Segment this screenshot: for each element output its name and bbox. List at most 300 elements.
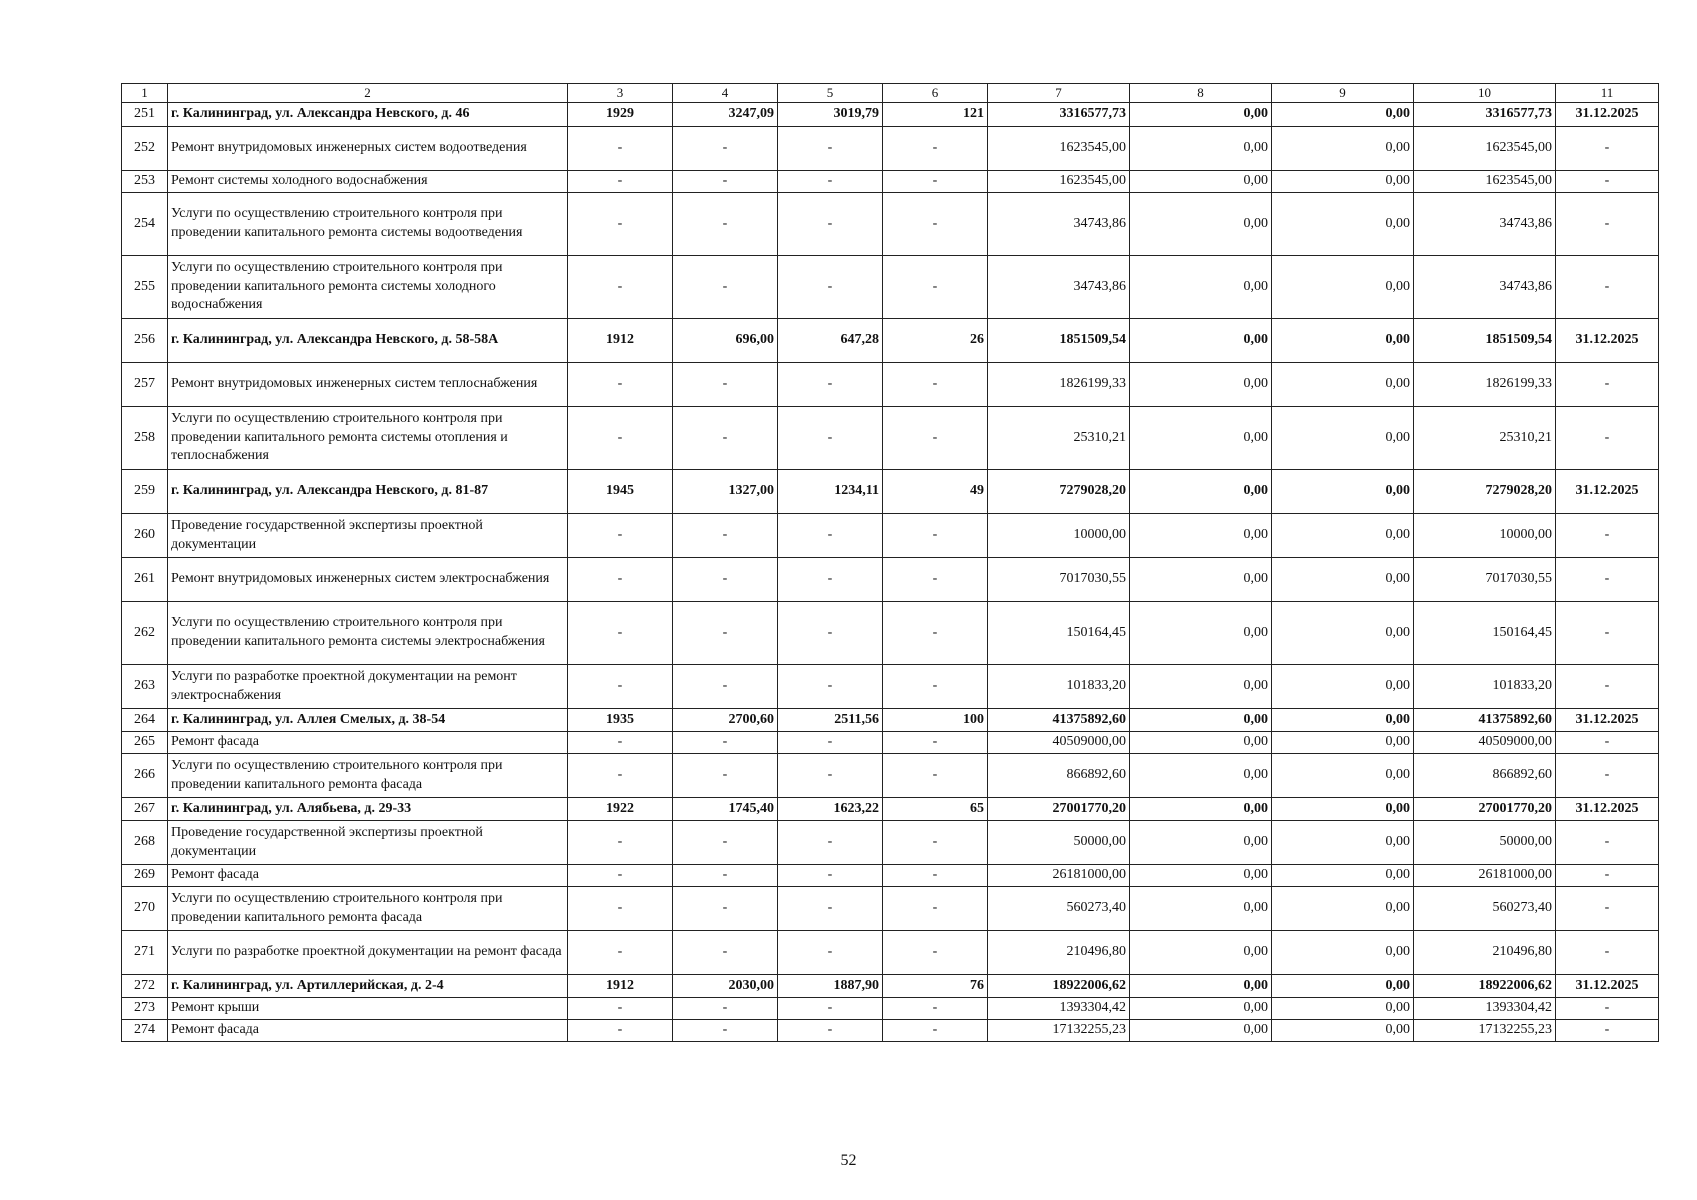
col-5-cell: 3019,79 (778, 103, 883, 127)
col-5-cell: - (778, 363, 883, 407)
row-number-cell: 254 (122, 193, 168, 256)
col-9-cell: 0,00 (1272, 127, 1414, 171)
col-9-cell: 0,00 (1272, 665, 1414, 709)
col-4-cell: - (673, 407, 778, 470)
col-11-cell: - (1556, 256, 1659, 319)
col-8-cell: 0,00 (1130, 709, 1272, 732)
col-8-cell: 0,00 (1130, 319, 1272, 363)
col-6-cell: - (883, 887, 988, 931)
col-3-cell: - (568, 754, 673, 798)
row-number-cell: 264 (122, 709, 168, 732)
work-name-cell: Услуги по осуществлению строительного контроля при проведении капитального ремонта системы электроснабжения (168, 602, 568, 665)
col-7-cell: 1393304,42 (988, 998, 1130, 1020)
col-9-cell: 0,00 (1272, 319, 1414, 363)
col-9-cell: 0,00 (1272, 865, 1414, 887)
house-row (122, 103, 1659, 127)
col-11-cell: - (1556, 602, 1659, 665)
row-number-cell: 258 (122, 407, 168, 470)
col-10-cell: 150164,45 (1414, 602, 1556, 665)
col-6-cell: - (883, 514, 988, 558)
col-7-cell: 41375892,60 (988, 709, 1130, 732)
col-4-cell: - (673, 127, 778, 171)
col-6-cell: 65 (883, 798, 988, 821)
row-number-cell: 273 (122, 998, 168, 1020)
work-row (122, 193, 1659, 256)
col-5-cell: 2511,56 (778, 709, 883, 732)
work-row (122, 127, 1659, 171)
col-7-cell: 1826199,33 (988, 363, 1130, 407)
work-row (122, 754, 1659, 798)
col-6-cell: - (883, 665, 988, 709)
col-11-cell: - (1556, 127, 1659, 171)
col-10-cell: 101833,20 (1414, 665, 1556, 709)
col-4-cell: 1745,40 (673, 798, 778, 821)
page-number: 52 (840, 1152, 857, 1169)
col-5-cell: 1623,22 (778, 798, 883, 821)
row-number-cell: 272 (122, 975, 168, 998)
work-name-cell: Ремонт фасада (168, 865, 568, 887)
col-10-cell: 18922006,62 (1414, 975, 1556, 998)
col-10-cell: 866892,60 (1414, 754, 1556, 798)
work-row (122, 558, 1659, 602)
col-8-cell: 0,00 (1130, 514, 1272, 558)
col-7-cell: 7017030,55 (988, 558, 1130, 602)
col-5-cell: - (778, 127, 883, 171)
col-4-cell: - (673, 865, 778, 887)
col-5-cell: 1887,90 (778, 975, 883, 998)
col-4-cell: - (673, 171, 778, 193)
work-name-cell: г. Калининград, ул. Александра Невского, д. 58-58А (168, 319, 568, 363)
col-11-cell: 31.12.2025 (1556, 470, 1659, 514)
col-4-cell: - (673, 754, 778, 798)
column-header: 2 (168, 84, 568, 103)
col-6-cell: - (883, 127, 988, 171)
work-row (122, 407, 1659, 470)
col-6-cell: - (883, 171, 988, 193)
col-9-cell: 0,00 (1272, 171, 1414, 193)
col-10-cell: 27001770,20 (1414, 798, 1556, 821)
work-name-cell: Проведение государственной экспертизы проектной документации (168, 514, 568, 558)
col-6-cell: - (883, 1020, 988, 1042)
col-11-cell: - (1556, 821, 1659, 865)
col-3-cell: 1912 (568, 319, 673, 363)
work-name-cell: Услуги по осуществлению строительного контроля при проведении капитального ремонта системы отопления и теплоснабжения (168, 407, 568, 470)
col-6-cell: 121 (883, 103, 988, 127)
col-8-cell: 0,00 (1130, 407, 1272, 470)
col-8-cell: 0,00 (1130, 103, 1272, 127)
row-number-cell: 271 (122, 931, 168, 975)
col-4-cell: - (673, 931, 778, 975)
col-3-cell: - (568, 363, 673, 407)
column-header: 4 (673, 84, 778, 103)
work-row (122, 887, 1659, 931)
column-header: 3 (568, 84, 673, 103)
work-name-cell: Услуги по разработке проектной документации на ремонт фасада (168, 931, 568, 975)
col-6-cell: - (883, 821, 988, 865)
col-11-cell: - (1556, 171, 1659, 193)
col-6-cell: 100 (883, 709, 988, 732)
col-8-cell: 0,00 (1130, 193, 1272, 256)
col-8-cell: 0,00 (1130, 363, 1272, 407)
col-10-cell: 1623545,00 (1414, 171, 1556, 193)
col-3-cell: - (568, 407, 673, 470)
col-8-cell: 0,00 (1130, 821, 1272, 865)
col-11-cell: - (1556, 665, 1659, 709)
work-name-cell: г. Калининград, ул. Алябьева, д. 29-33 (168, 798, 568, 821)
col-3-cell: - (568, 732, 673, 754)
col-5-cell: - (778, 407, 883, 470)
col-9-cell: 0,00 (1272, 193, 1414, 256)
col-10-cell: 50000,00 (1414, 821, 1556, 865)
col-7-cell: 150164,45 (988, 602, 1130, 665)
col-4-cell: 3247,09 (673, 103, 778, 127)
row-number-cell: 251 (122, 103, 168, 127)
col-10-cell: 1851509,54 (1414, 319, 1556, 363)
house-row (122, 319, 1659, 363)
col-7-cell: 1623545,00 (988, 127, 1130, 171)
column-header: 11 (1556, 84, 1659, 103)
column-header: 8 (1130, 84, 1272, 103)
col-5-cell: - (778, 665, 883, 709)
col-10-cell: 40509000,00 (1414, 732, 1556, 754)
col-11-cell: - (1556, 998, 1659, 1020)
row-number-cell: 261 (122, 558, 168, 602)
row-number-cell: 252 (122, 127, 168, 171)
col-7-cell: 27001770,20 (988, 798, 1130, 821)
col-11-cell: - (1556, 865, 1659, 887)
work-row (122, 602, 1659, 665)
col-6-cell: - (883, 256, 988, 319)
col-9-cell: 0,00 (1272, 407, 1414, 470)
col-6-cell: - (883, 602, 988, 665)
col-4-cell: - (673, 1020, 778, 1042)
col-3-cell: - (568, 665, 673, 709)
table-body (122, 103, 1659, 1042)
col-11-cell: - (1556, 558, 1659, 602)
col-8-cell: 0,00 (1130, 732, 1272, 754)
col-11-cell: - (1556, 1020, 1659, 1042)
column-header: 10 (1414, 84, 1556, 103)
col-3-cell: - (568, 602, 673, 665)
col-10-cell: 41375892,60 (1414, 709, 1556, 732)
col-7-cell: 10000,00 (988, 514, 1130, 558)
col-11-cell: - (1556, 407, 1659, 470)
work-name-cell: Ремонт системы холодного водоснабжения (168, 171, 568, 193)
col-11-cell: 31.12.2025 (1556, 798, 1659, 821)
col-6-cell: - (883, 754, 988, 798)
col-7-cell: 101833,20 (988, 665, 1130, 709)
column-header: 1 (122, 84, 168, 103)
col-6-cell: - (883, 193, 988, 256)
col-11-cell: - (1556, 887, 1659, 931)
col-7-cell: 1851509,54 (988, 319, 1130, 363)
col-5-cell: - (778, 865, 883, 887)
col-9-cell: 0,00 (1272, 1020, 1414, 1042)
col-3-cell: 1935 (568, 709, 673, 732)
col-11-cell: - (1556, 363, 1659, 407)
col-5-cell: - (778, 514, 883, 558)
col-8-cell: 0,00 (1130, 931, 1272, 975)
work-row (122, 514, 1659, 558)
col-5-cell: - (778, 602, 883, 665)
row-number-cell: 263 (122, 665, 168, 709)
col-7-cell: 1623545,00 (988, 171, 1130, 193)
col-7-cell: 210496,80 (988, 931, 1130, 975)
col-9-cell: 0,00 (1272, 798, 1414, 821)
col-7-cell: 866892,60 (988, 754, 1130, 798)
col-3-cell: - (568, 998, 673, 1020)
col-6-cell: - (883, 732, 988, 754)
col-7-cell: 560273,40 (988, 887, 1130, 931)
col-4-cell: 2030,00 (673, 975, 778, 998)
col-8-cell: 0,00 (1130, 798, 1272, 821)
col-4-cell: - (673, 363, 778, 407)
col-10-cell: 17132255,23 (1414, 1020, 1556, 1042)
col-9-cell: 0,00 (1272, 887, 1414, 931)
col-9-cell: 0,00 (1272, 709, 1414, 732)
work-row (122, 931, 1659, 975)
col-11-cell: 31.12.2025 (1556, 709, 1659, 732)
col-4-cell: - (673, 193, 778, 256)
col-10-cell: 1826199,33 (1414, 363, 1556, 407)
col-5-cell: - (778, 193, 883, 256)
col-4-cell: - (673, 732, 778, 754)
house-row (122, 798, 1659, 821)
row-number-cell: 268 (122, 821, 168, 865)
col-8-cell: 0,00 (1130, 602, 1272, 665)
col-10-cell: 34743,86 (1414, 256, 1556, 319)
col-11-cell: - (1556, 754, 1659, 798)
col-3-cell: - (568, 127, 673, 171)
row-number-cell: 255 (122, 256, 168, 319)
col-8-cell: 0,00 (1130, 171, 1272, 193)
col-6-cell: - (883, 407, 988, 470)
work-name-cell: Услуги по осуществлению строительного контроля при проведении капитального ремонта системы холодного водоснабжения (168, 256, 568, 319)
col-7-cell: 18922006,62 (988, 975, 1130, 998)
column-header: 9 (1272, 84, 1414, 103)
col-8-cell: 0,00 (1130, 754, 1272, 798)
col-8-cell: 0,00 (1130, 865, 1272, 887)
work-row (122, 732, 1659, 754)
col-10-cell: 7279028,20 (1414, 470, 1556, 514)
work-name-cell: Услуги по осуществлению строительного контроля при проведении капитального ремонта фасада (168, 754, 568, 798)
col-8-cell: 0,00 (1130, 558, 1272, 602)
house-row (122, 975, 1659, 998)
col-6-cell: - (883, 363, 988, 407)
col-10-cell: 34743,86 (1414, 193, 1556, 256)
repair-program-table (121, 83, 1659, 1042)
work-name-cell: г. Калининград, ул. Александра Невского, д. 46 (168, 103, 568, 127)
col-11-cell: - (1556, 193, 1659, 256)
col-9-cell: 0,00 (1272, 754, 1414, 798)
col-9-cell: 0,00 (1272, 602, 1414, 665)
col-10-cell: 26181000,00 (1414, 865, 1556, 887)
col-10-cell: 1393304,42 (1414, 998, 1556, 1020)
col-5-cell: - (778, 1020, 883, 1042)
col-8-cell: 0,00 (1130, 975, 1272, 998)
col-8-cell: 0,00 (1130, 470, 1272, 514)
work-name-cell: Ремонт крыши (168, 998, 568, 1020)
row-number-cell: 265 (122, 732, 168, 754)
col-9-cell: 0,00 (1272, 732, 1414, 754)
col-3-cell: - (568, 193, 673, 256)
col-8-cell: 0,00 (1130, 127, 1272, 171)
row-number-cell: 269 (122, 865, 168, 887)
col-6-cell: 49 (883, 470, 988, 514)
col-11-cell: 31.12.2025 (1556, 319, 1659, 363)
col-9-cell: 0,00 (1272, 470, 1414, 514)
col-6-cell: - (883, 865, 988, 887)
col-10-cell: 7017030,55 (1414, 558, 1556, 602)
col-9-cell: 0,00 (1272, 821, 1414, 865)
col-7-cell: 34743,86 (988, 193, 1130, 256)
col-3-cell: 1912 (568, 975, 673, 998)
col-10-cell: 210496,80 (1414, 931, 1556, 975)
col-3-cell: - (568, 865, 673, 887)
col-8-cell: 0,00 (1130, 1020, 1272, 1042)
col-9-cell: 0,00 (1272, 931, 1414, 975)
row-number-cell: 260 (122, 514, 168, 558)
col-4-cell: 696,00 (673, 319, 778, 363)
col-7-cell: 7279028,20 (988, 470, 1130, 514)
col-4-cell: 1327,00 (673, 470, 778, 514)
col-7-cell: 50000,00 (988, 821, 1130, 865)
work-row (122, 256, 1659, 319)
col-10-cell: 1623545,00 (1414, 127, 1556, 171)
col-5-cell: - (778, 821, 883, 865)
col-11-cell: 31.12.2025 (1556, 975, 1659, 998)
col-3-cell: - (568, 821, 673, 865)
work-row (122, 363, 1659, 407)
work-row (122, 665, 1659, 709)
work-name-cell: Ремонт внутридомовых инженерных систем электроснабжения (168, 558, 568, 602)
work-row (122, 998, 1659, 1020)
row-number-cell: 270 (122, 887, 168, 931)
row-number-cell: 256 (122, 319, 168, 363)
column-number-header-row (122, 84, 1659, 103)
col-11-cell: - (1556, 931, 1659, 975)
row-number-cell: 266 (122, 754, 168, 798)
row-number-cell: 267 (122, 798, 168, 821)
col-3-cell: - (568, 514, 673, 558)
col-10-cell: 3316577,73 (1414, 103, 1556, 127)
col-5-cell: - (778, 998, 883, 1020)
col-9-cell: 0,00 (1272, 103, 1414, 127)
col-5-cell: - (778, 256, 883, 319)
col-4-cell: - (673, 602, 778, 665)
col-9-cell: 0,00 (1272, 256, 1414, 319)
work-name-cell: Ремонт фасада (168, 732, 568, 754)
row-number-cell: 274 (122, 1020, 168, 1042)
col-9-cell: 0,00 (1272, 514, 1414, 558)
column-header: 5 (778, 84, 883, 103)
col-5-cell: - (778, 931, 883, 975)
row-number-cell: 257 (122, 363, 168, 407)
work-name-cell: г. Калининград, ул. Артиллерийская, д. 2-4 (168, 975, 568, 998)
work-name-cell: Услуги по осуществлению строительного контроля при проведении капитального ремонта фасада (168, 887, 568, 931)
col-11-cell: - (1556, 732, 1659, 754)
col-3-cell: - (568, 171, 673, 193)
col-5-cell: - (778, 887, 883, 931)
col-3-cell: - (568, 1020, 673, 1042)
work-name-cell: г. Калининград, ул. Аллея Смелых, д. 38-54 (168, 709, 568, 732)
col-7-cell: 3316577,73 (988, 103, 1130, 127)
col-10-cell: 10000,00 (1414, 514, 1556, 558)
col-7-cell: 17132255,23 (988, 1020, 1130, 1042)
col-9-cell: 0,00 (1272, 998, 1414, 1020)
work-name-cell: Ремонт внутридомовых инженерных систем теплоснабжения (168, 363, 568, 407)
col-4-cell: - (673, 821, 778, 865)
col-7-cell: 34743,86 (988, 256, 1130, 319)
work-row (122, 1020, 1659, 1042)
col-6-cell: - (883, 931, 988, 975)
column-header: 6 (883, 84, 988, 103)
col-8-cell: 0,00 (1130, 256, 1272, 319)
col-9-cell: 0,00 (1272, 363, 1414, 407)
col-6-cell: - (883, 998, 988, 1020)
col-6-cell: - (883, 558, 988, 602)
col-4-cell: 2700,60 (673, 709, 778, 732)
row-number-cell: 259 (122, 470, 168, 514)
house-row (122, 709, 1659, 732)
col-4-cell: - (673, 514, 778, 558)
col-7-cell: 40509000,00 (988, 732, 1130, 754)
work-name-cell: Ремонт внутридомовых инженерных систем водоотведения (168, 127, 568, 171)
work-name-cell: Проведение государственной экспертизы проектной документации (168, 821, 568, 865)
house-row (122, 470, 1659, 514)
col-4-cell: - (673, 665, 778, 709)
col-3-cell: - (568, 931, 673, 975)
column-header: 7 (988, 84, 1130, 103)
col-3-cell: 1945 (568, 470, 673, 514)
work-row (122, 821, 1659, 865)
col-5-cell: 647,28 (778, 319, 883, 363)
col-5-cell: 1234,11 (778, 470, 883, 514)
col-8-cell: 0,00 (1130, 665, 1272, 709)
row-number-cell: 262 (122, 602, 168, 665)
col-7-cell: 26181000,00 (988, 865, 1130, 887)
col-8-cell: 0,00 (1130, 998, 1272, 1020)
col-5-cell: - (778, 732, 883, 754)
work-name-cell: Ремонт фасада (168, 1020, 568, 1042)
col-7-cell: 25310,21 (988, 407, 1130, 470)
work-name-cell: Услуги по осуществлению строительного контроля при проведении капитального ремонта системы водоотведения (168, 193, 568, 256)
col-11-cell: - (1556, 514, 1659, 558)
col-5-cell: - (778, 558, 883, 602)
col-3-cell: - (568, 256, 673, 319)
col-3-cell: - (568, 887, 673, 931)
col-6-cell: 76 (883, 975, 988, 998)
row-number-cell: 253 (122, 171, 168, 193)
col-10-cell: 560273,40 (1414, 887, 1556, 931)
col-4-cell: - (673, 998, 778, 1020)
col-5-cell: - (778, 754, 883, 798)
work-row (122, 171, 1659, 193)
work-name-cell: Услуги по разработке проектной документации на ремонт электроснабжения (168, 665, 568, 709)
col-5-cell: - (778, 171, 883, 193)
col-4-cell: - (673, 887, 778, 931)
col-3-cell: 1929 (568, 103, 673, 127)
col-3-cell: - (568, 558, 673, 602)
col-3-cell: 1922 (568, 798, 673, 821)
col-4-cell: - (673, 558, 778, 602)
work-row (122, 865, 1659, 887)
col-9-cell: 0,00 (1272, 558, 1414, 602)
col-6-cell: 26 (883, 319, 988, 363)
col-4-cell: - (673, 256, 778, 319)
col-10-cell: 25310,21 (1414, 407, 1556, 470)
col-11-cell: 31.12.2025 (1556, 103, 1659, 127)
